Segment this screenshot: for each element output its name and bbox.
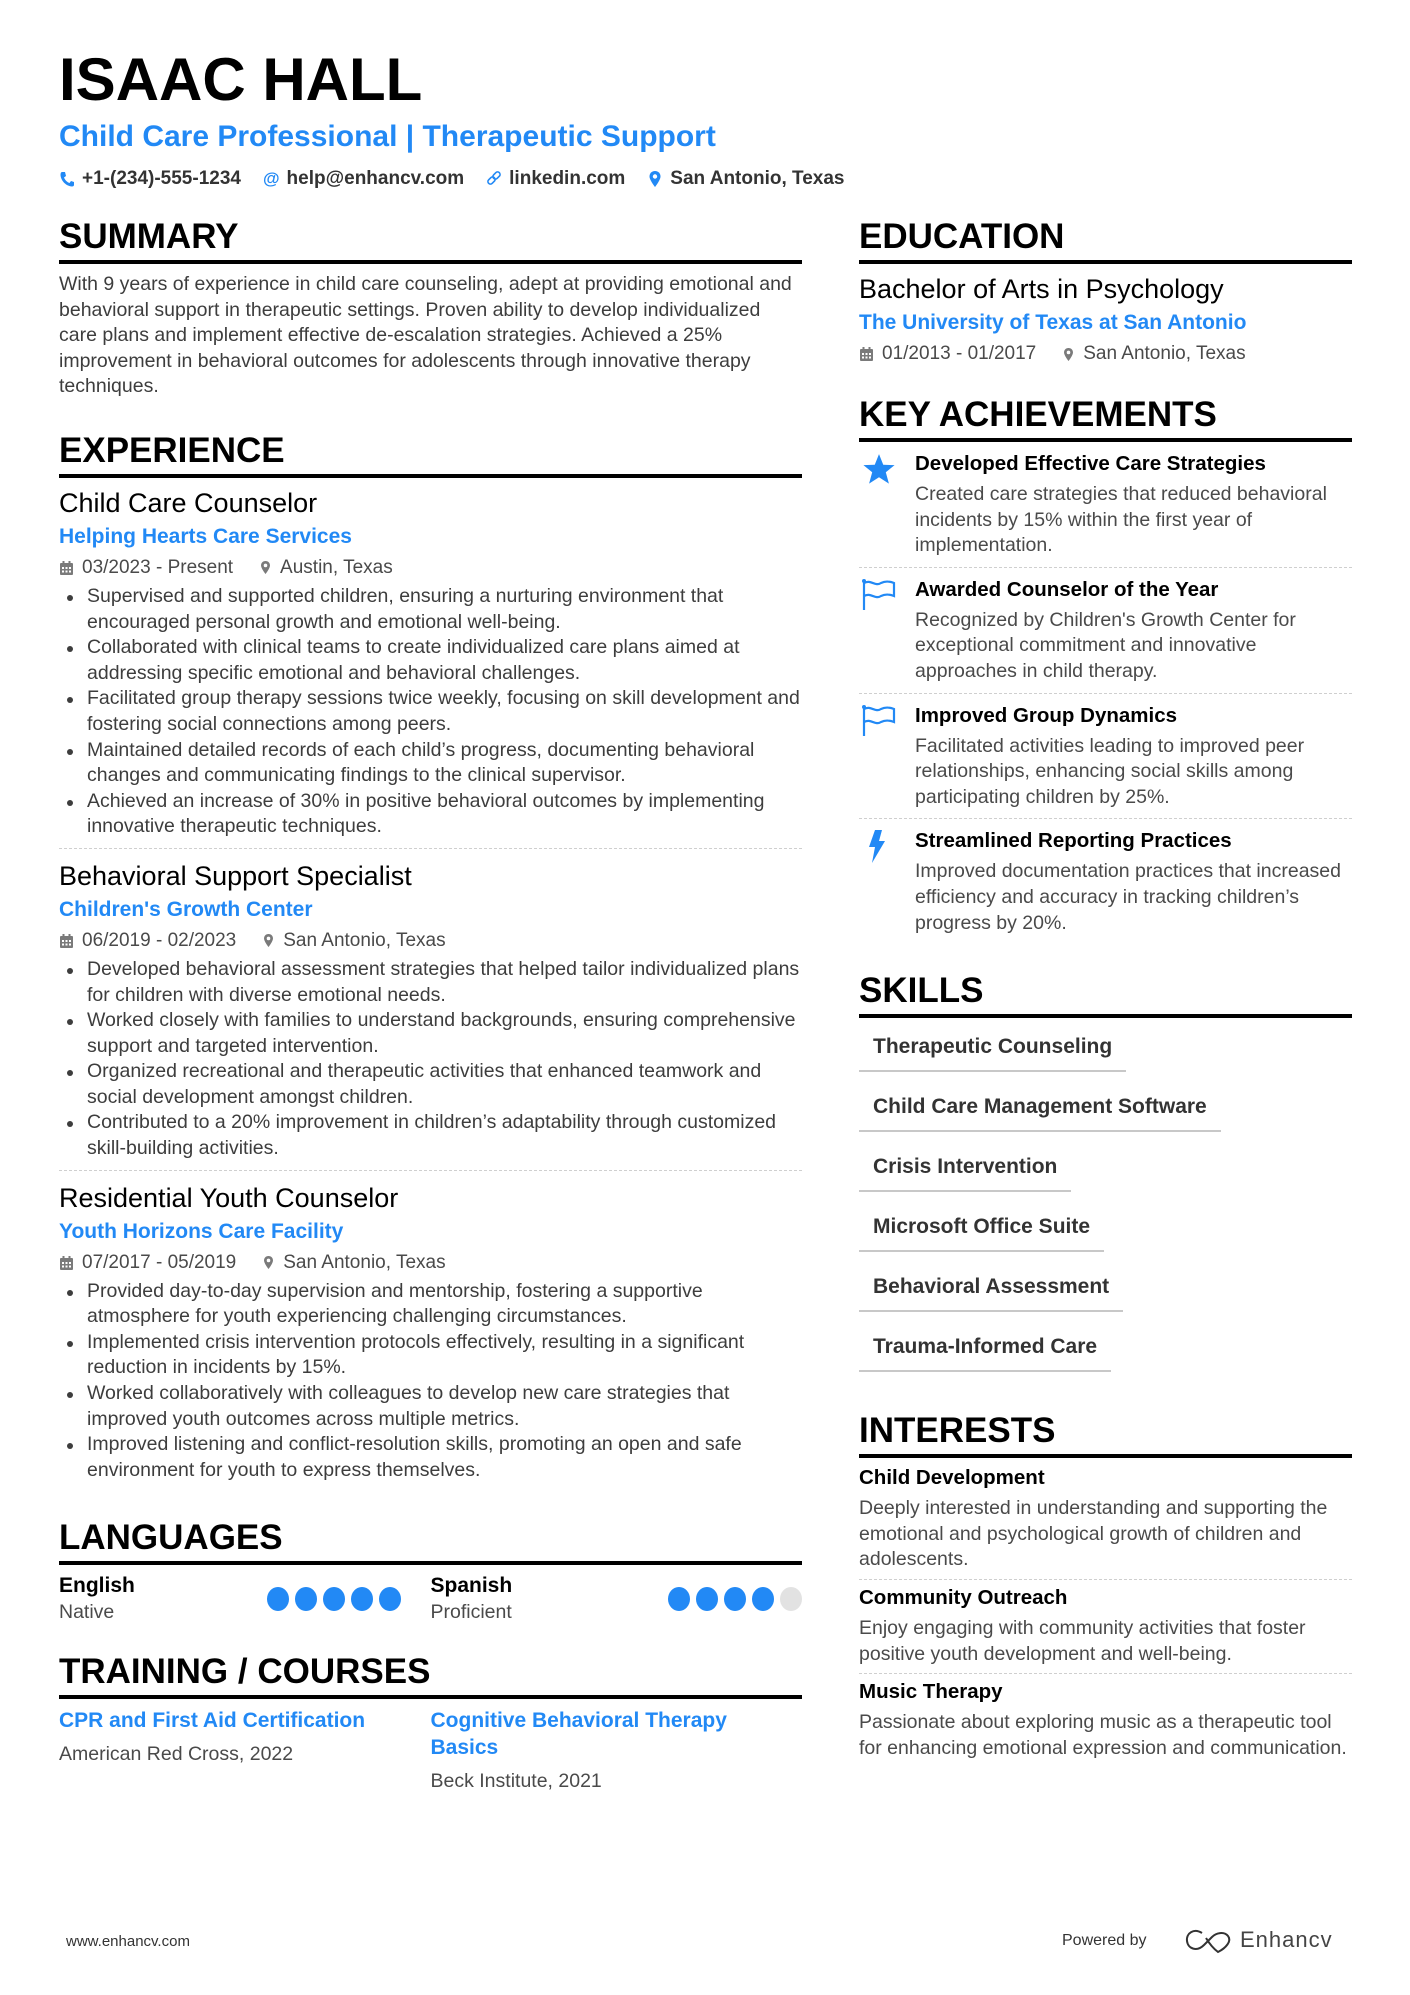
dot-filled [724,1587,746,1611]
dot-filled [752,1587,774,1611]
job-location [262,927,445,955]
dot-filled [379,1587,401,1611]
achievement-title: Streamlined Reporting Practices [915,829,1232,853]
job-bullets [59,584,802,840]
calendar-icon [59,933,74,949]
skill-tag: Therapeutic Counseling [859,1024,1126,1072]
section-heading: KEY ACHIEVEMENTS [859,394,1352,442]
interest-desc: Passionate about exploring music as a therapeutic tool for enhancing emotional expression and communication. [859,1711,1347,1759]
skill-tag: Trauma-Informed Care [859,1324,1111,1372]
dot-filled [323,1587,345,1611]
dot-filled [295,1587,317,1611]
job-title: Behavioral Support Specialist [59,860,412,891]
degree: Bachelor of Arts in Psychology [859,274,1224,304]
contact-bar [59,166,1359,192]
experience-section [59,430,802,1491]
education-dates-text: 01/2013 - 01/2017 [882,343,1037,364]
powered-by-label: Powered by [1062,1932,1147,1949]
section-heading: LANGUAGES [59,1517,802,1565]
achievement-item [859,819,1352,944]
bullet-item: Supervised and supported children, ensuring a nurturing environment that encouraged personal growth and emotional well-being. [59,584,802,635]
job-title: Child Care Counselor [59,487,318,518]
skill-tag: Crisis Intervention [859,1144,1071,1192]
job-location-text: Austin, Texas [280,556,393,578]
flag-icon [861,704,897,738]
skills-list [859,1024,1352,1384]
company-name: Children's Growth Center [59,897,313,921]
interest-title: Community Outreach [859,1585,1068,1609]
languages-list [59,1573,802,1625]
at-icon: @ [262,169,280,188]
course-title: Cognitive Behavioral Therapy Basics [430,1709,727,1760]
job-dates-text: 06/2019 - 02/2023 [82,929,237,951]
location-pin-icon [1062,346,1075,363]
job-location-text: San Antonio, Texas [283,929,446,951]
proficiency-dots [668,1587,802,1611]
candidate-name: ISAAC HALL [59,46,423,113]
achievements-section [859,394,1352,944]
company-name: Youth Horizons Care Facility [59,1219,344,1243]
course-title: CPR and First Aid Certification [59,1709,366,1733]
job-entry [59,486,802,849]
contact-link[interactable] [486,166,625,192]
location-pin-icon [647,170,663,188]
bullet-item: Worked collaboratively with colleagues to develop new care strategies that improved youth outcomes across multiple metrics. [59,1381,802,1432]
job-location [259,554,393,582]
bullet-item: Provided day-to-day supervision and mentorship, fostering a supportive atmosphere for youth experiencing challenging circumstances. [59,1279,802,1330]
interest-item [859,1460,1352,1580]
job-meta [59,927,802,955]
job-dates [59,554,233,582]
section-heading: EDUCATION [859,216,1352,264]
dot-filled [696,1587,718,1611]
page-footer [0,1928,1410,1958]
bullet-item: Developed behavioral assessment strategies that helped tailor individualized plans for children with diverse emotional needs. [59,957,802,1008]
bullet-item: Organized recreational and therapeutic activities that enhanced teamwork and social development amongst children. [59,1059,802,1110]
section-heading: EXPERIENCE [59,430,802,478]
bolt-icon [861,829,897,865]
achievement-title: Improved Group Dynamics [915,703,1178,727]
language-level: Native [59,1601,115,1624]
flag-icon [861,578,897,612]
left-column [59,216,802,1820]
job-dates-text: 07/2017 - 05/2019 [82,1251,237,1273]
skill-tag: Child Care Management Software [859,1084,1221,1132]
course-item [59,1707,431,1794]
job-meta [59,554,802,582]
summary-section [59,216,802,400]
courses-list [59,1707,802,1794]
achievement-desc: Facilitated activities leading to improved peer relationships, enhancing social skills among participating children by 25%. [915,734,1305,808]
phone-text: +1-(234)-555-1234 [82,168,241,189]
education-meta [859,340,1352,368]
footer-url-link[interactable]: www.enhancv.com [66,1933,190,1950]
education-location-text: San Antonio, Texas [1083,343,1246,364]
job-location [262,1249,445,1277]
summary-text: With 9 years of experience in child care counseling, adept at providing emotional and behavioral support in therapeutic settings. Proven ability to develop individualized care plans and implement effective de-escalation strategies. Achieved a 25% improvement in behavioral outcomes for adolescents through innovative therapy techniques. [59,273,792,398]
interest-desc: Enjoy engaging with community activities that foster positive youth development and well-being. [859,1616,1306,1665]
education-dates [859,340,1036,368]
achievement-title: Awarded Counselor of the Year [915,577,1219,601]
interests-section [859,1410,1352,1767]
achievement-title: Developed Effective Care Strategies [915,452,1266,475]
dot-filled [351,1587,373,1611]
dot-filled [668,1587,690,1611]
bullet-item: Implemented crisis intervention protocols effectively, resulting in a significant reduction in incidents by 15%. [59,1330,802,1381]
skills-section [859,970,1352,1384]
language-item [59,1573,431,1625]
candidate-title: Child Care Professional | Therapeutic Support [59,120,716,153]
bullet-item: Achieved an increase of 30% in positive behavioral outcomes by implementing innovative therapeutic techniques. [59,789,802,840]
achievement-item [859,568,1352,694]
skill-tag: Microsoft Office Suite [859,1204,1104,1252]
resume-header [59,46,1359,192]
job-bullets [59,957,802,1162]
dot-filled [267,1587,289,1611]
section-heading: SKILLS [859,970,1352,1018]
training-section [59,1651,802,1794]
link-icon [486,170,502,188]
job-title: Residential Youth Counselor [59,1182,399,1213]
job-dates [59,927,236,955]
job-meta [59,1249,802,1277]
phone-icon [59,170,75,188]
job-bullets [59,1279,802,1484]
interest-title: Music Therapy [859,1680,1003,1704]
job-location-text: San Antonio, Texas [283,1251,446,1273]
section-heading: INTERESTS [859,1410,1352,1458]
calendar-icon [59,1255,74,1271]
section-heading: TRAINING / COURSES [59,1651,802,1699]
language-item [431,1573,803,1625]
company-name: Helping Hearts Care Services [59,524,352,548]
calendar-icon [59,560,74,576]
location-pin-icon [259,559,272,576]
language-name: Spanish [430,1574,513,1598]
location-text: San Antonio, Texas [670,168,845,189]
achievement-desc: Created care strategies that reduced behavioral incidents by 15% within the first year of implementation. [915,483,1327,557]
contact-email[interactable] [263,166,464,192]
achievement-desc: Improved documentation practices that increased efficiency and accuracy in tracking children’s progress by 20%. [915,860,1341,934]
interest-item [859,1674,1352,1767]
school-name: The University of Texas at San Antonio [859,311,1247,334]
bullet-item: Improved listening and conflict-resolution skills, promoting an open and safe environment for youth to express themselves. [59,1432,802,1483]
proficiency-dots [267,1587,401,1611]
link-text: linkedin.com [509,168,626,189]
language-level: Proficient [430,1601,512,1624]
contact-location [647,166,844,192]
job-entry [59,1181,802,1492]
bullet-item: Facilitated group therapy sessions twice weekly, focusing on skill development and fostering social connections among peers. [59,686,802,737]
languages-section [59,1517,802,1625]
skill-tag: Behavioral Assessment [859,1264,1123,1312]
interest-item [859,1580,1352,1674]
job-dates [59,1249,236,1277]
location-pin-icon [262,1254,275,1271]
interest-title: Child Development [859,1466,1045,1490]
interest-desc: Deeply interested in understanding and supporting the emotional and psychological growth of children and adolescents. [859,1497,1328,1571]
bullet-item: Maintained detailed records of each child’s progress, documenting behavioral changes and communicating findings to the clinical supervisor. [59,738,802,789]
bullet-item: Worked closely with families to understand backgrounds, ensuring comprehensive support and targeted intervention. [59,1008,802,1059]
star-icon [861,452,897,486]
achievement-desc: Recognized by Children's Growth Center for exceptional commitment and innovative approaches in child therapy. [915,608,1296,682]
right-column [859,216,1352,1793]
achievement-item [859,694,1352,820]
contact-phone[interactable] [59,166,241,192]
course-provider: American Red Cross, 2022 [59,1743,294,1766]
course-item [431,1707,803,1794]
achievement-item [859,442,1352,568]
enhancv-logo-icon [1184,1928,1234,1954]
bullet-item: Collaborated with clinical teams to create individualized care plans aimed at addressing specific emotional and behavioral challenges. [59,635,802,686]
job-entry [59,859,802,1171]
language-name: English [59,1574,135,1598]
bullet-item: Contributed to a 20% improvement in children’s adaptability through customized skill-building activities. [59,1110,802,1161]
job-dates-text: 03/2023 - Present [82,556,234,578]
education-location [1062,340,1245,368]
enhancv-brand: Enhancv [1240,1927,1333,1952]
education-section [859,216,1352,368]
section-heading: SUMMARY [59,216,802,264]
email-text: help@enhancv.com [286,168,465,189]
course-provider: Beck Institute, 2021 [430,1770,602,1793]
location-pin-icon [262,932,275,949]
calendar-icon [859,346,874,362]
dot-empty [780,1587,802,1611]
